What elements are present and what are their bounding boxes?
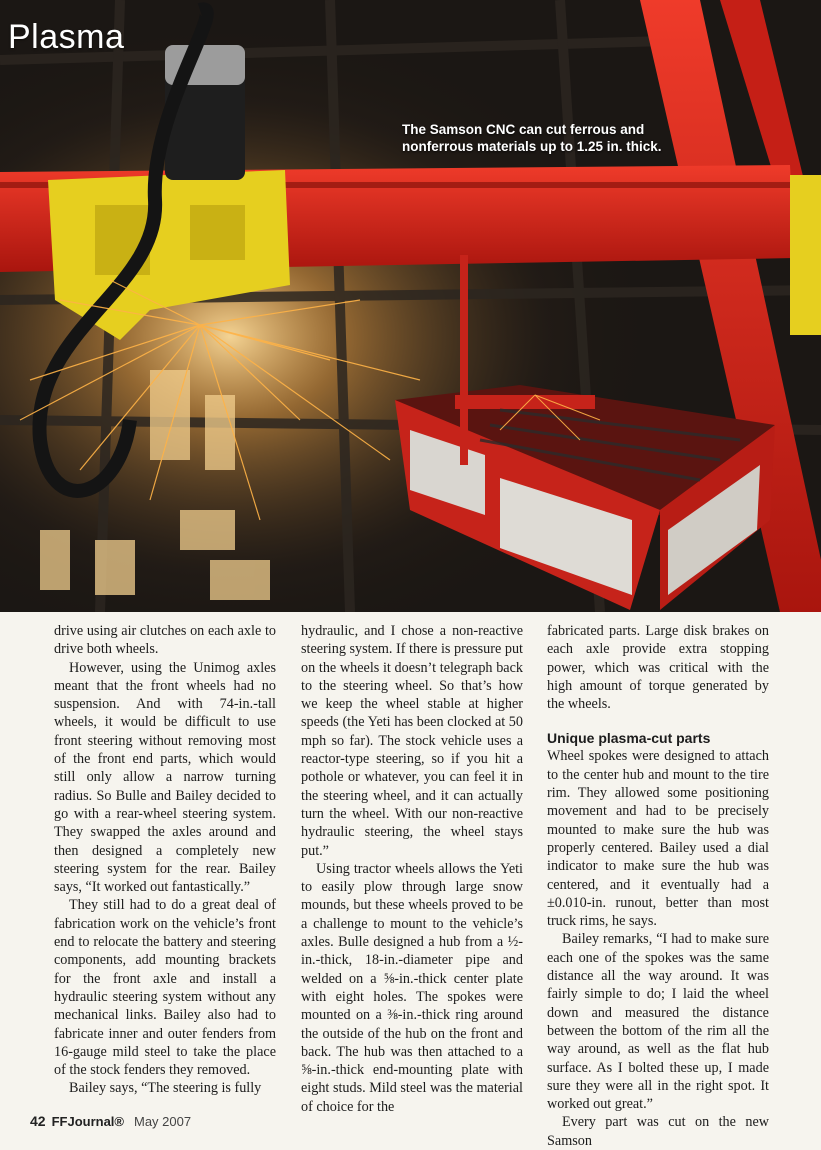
photo-caption: The Samson CNC can cut ferrous and nonferrous materials up to 1.25 in. thick. xyxy=(402,122,662,154)
subheading: Unique plasma-cut parts xyxy=(547,730,711,747)
paragraph: drive using air clutches on each axle to drive both wheels. xyxy=(54,623,276,658)
section-label: Plasma xyxy=(8,18,125,56)
page-number: 42 xyxy=(30,1113,46,1129)
paragraph: Bailey says, “The steering is fully xyxy=(69,1080,262,1097)
article-column-1 xyxy=(54,622,276,1098)
paragraph: Bailey remarks, “I had to make sure each one of the spokes was the same distance all the way around. It was fairly simple to do; I laid the wheel down and measured the distance between the bottom of the rim all the way around, as well as the flat hub surface. As I bolted these up, I made sure they were all in the right spot. It worked out great.” xyxy=(547,931,769,1113)
paragraph: Using tractor wheels allows the Yeti to easily plow through large snow mounds, but these wheels proved to be a challenge to mount to the vehicle’s axles. Bulle designed a hub from a ½-in.-thick, 18-in.-diameter pipe and welded on a ⅝-in.-thick center plate with eight holes. The spokes were mounted on a ⅜-in.-thick ring around the outside of the hub on the front and back. The hub was then attached to a ⅝-in.-thick end-mounting plate with eight studs. Mild steel was the material of choice for the xyxy=(301,860,523,1115)
issue-date: May 2007 xyxy=(134,1114,192,1129)
paragraph: hydraulic, and I chose a non-reactive steering system. If there is pressure put on the wheels it doesn’t telegraph back to the steering wheel. So that’s how we keep the wheel stable at higher speeds (the Yeti has been clocked at 50 mph so far). The stock vehicle uses a reactor-type steering, so if you hit a pothole or whatever, you can feel it in the steering wheel, and it can actually turn the wheel. With our non-reactive hydraulic steering, the wheel stays put.” xyxy=(301,623,523,859)
paragraph: Wheel spokes were designed to attach to the center hub and mount to the tire rim. They allowed some positioning movement and had to be precisely mounted to make sure the hub was properly centered. Bailey used a dial indicator to make sure the hub was centered, and it eventually had a ±0.010-in. runout, better than most truck rims, he says. xyxy=(547,748,769,930)
article-column-2 xyxy=(301,622,523,1116)
paragraph: Every part was cut on the new Samson xyxy=(547,1114,769,1149)
paragraph: However, using the Unimog axles meant that the front wheels had no suspension. And with 74-in.-tall wheels, it would be difficult to use front steering without removing most of the front end parts, which would still only allow a narrow turning radius. So Bulle and Bailey decided to go with a rear-wheel steering system. They swapped the axles around and then designed a completely new steering system for the rear. Bailey says, “It worked out fantastically.” xyxy=(54,659,276,896)
article-column-3 xyxy=(547,622,769,1150)
paragraph: They still had to do a great deal of fabrication work on the vehicle’s front end to relocate the battery and steering components, add mounting brackets for the front axle and install a hydraulic steering system without any mechanical links. Bailey also had to fabricate inner and outer fenders from 16-gauge mild steel to take the place of the stock fenders they removed. xyxy=(54,897,276,1079)
page-footer xyxy=(30,1113,191,1129)
magazine-name: FFJournal® xyxy=(51,1114,124,1129)
paragraph: fabricated parts. Large disk brakes on each axle provide extra stopping power, which was critical with the high amount of torque generated by the wheels. xyxy=(547,623,769,713)
